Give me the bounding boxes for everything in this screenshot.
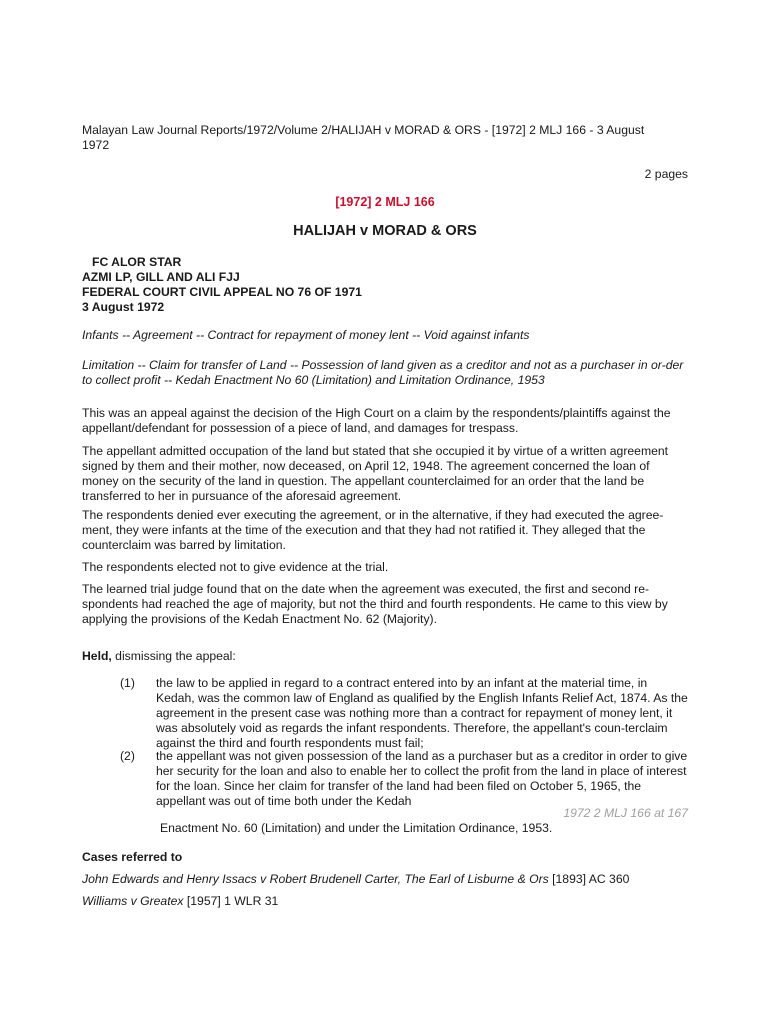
court-block — [82, 255, 362, 315]
citation-bracket-open: [ — [335, 195, 340, 209]
paragraph-denial: The respondents denied ever executing the agreement, or in the alternative, if they had executed the agree-ment, they were infants at the time of the execution and that they had not ratified it. They alleged that the counterclaim was barred by limitation. — [82, 508, 664, 552]
case-title: HALIJAH v MORAD & ORS — [293, 223, 477, 239]
case-cite: [1893] AC 360 — [548, 872, 630, 886]
cases-heading: Cases referred to — [82, 850, 183, 864]
catchword-infants: Infants -- Agreement -- Contract for repayment of money lent -- Void against infants — [82, 328, 530, 342]
case-cite: [1957] 1 WLR 31 — [183, 894, 279, 908]
paragraph-appeal: This was an appeal against the decision of the High Court on a claim by the respondents/plaintiffs against the appellant/defendant for possession of a piece of land, and damages for trespass. — [82, 406, 671, 435]
held-label: Held, — [82, 649, 112, 663]
citation — [82, 195, 688, 210]
holding-number: (2) — [120, 749, 135, 763]
held-line — [82, 649, 236, 664]
case-name: Williams v Greatex — [82, 894, 184, 908]
court-date: 3 August 1972 — [82, 300, 165, 314]
citation-year-link[interactable]: 1972 — [339, 195, 368, 209]
holding-text: the appellant was not given possession of the land as a purchaser but as a creditor in order to give her security for the loan and also to enable her to collect the profit from the land in place of interest for the loan. Since her claim for transfer of the land had been filed on October 5, 1965, the appellant was out of time both under the Kedah — [156, 749, 688, 808]
catchword-limitation: Limitation -- Claim for transfer of Land -- Possession of land given as a creditor and not as a purchaser in or-der to collect profit -- Kedah Enactment No 60 (Limitation) and Limitation Ordinance, 1953 — [82, 358, 684, 387]
page-marker: 1972 2 MLJ 166 at 167 — [563, 806, 688, 820]
citation-rest: ] 2 MLJ 166 — [367, 195, 435, 209]
holding-number: (1) — [120, 676, 135, 690]
paragraph-admission: The appellant admitted occupation of the land but stated that she occupied it by virtue of a written agreement signed by them and their mother, now deceased, on April 12, 1948. The agreement concerned the loan of money on the security of the land in question. The appellant counterclaimed for an order that the land be transferred to her in pursuance of the aforesaid agreement. — [82, 444, 669, 503]
holding-continuation: Enactment No. 60 (Limitation) and under the Limitation Ordinance, 1953. — [160, 821, 553, 835]
held-rest: dismissing the appeal: — [111, 649, 236, 663]
paragraph-trial-judge: The learned trial judge found that on the date when the agreement was executed, the first and second re-spondents had reached the age of majority, but not the third and fourth respondents. He came to this view by applying the provisions of the Kedah Enactment No. 62 (Majority). — [82, 582, 668, 626]
court-appeal-number: FEDERAL COURT CIVIL APPEAL NO 76 OF 1971 — [82, 285, 362, 299]
breadcrumb: Malayan Law Journal Reports/1972/Volume 2/HALIJAH v MORAD & ORS - [1972] 2 MLJ 166 - 3 August 1972 — [82, 123, 645, 152]
case-reference — [82, 894, 278, 909]
paragraph-evidence: The respondents elected not to give evidence at the trial. — [82, 560, 389, 574]
court-judges: AZMI LP, GILL AND ALI FJJ — [82, 270, 240, 284]
page-count: 2 pages — [644, 167, 688, 181]
court-location: FC ALOR STAR — [92, 255, 182, 269]
case-name: John Edwards and Henry Issacs v Robert Brudenell Carter, The Earl of Lisburne & Ors — [82, 872, 549, 886]
case-reference — [82, 872, 629, 887]
holding-text: the law to be applied in regard to a contract entered into by an infant at the material time, in Kedah, was the common law of England as qualified by the English Infants Relief Act, 1874. As the agreement in the present case was nothing more than a contract for repayment of money lent, it was absolutely void as regards the infant respondents. Therefore, the appellant's coun-terclaim against the third and fourth respondents must fail; — [156, 676, 688, 750]
